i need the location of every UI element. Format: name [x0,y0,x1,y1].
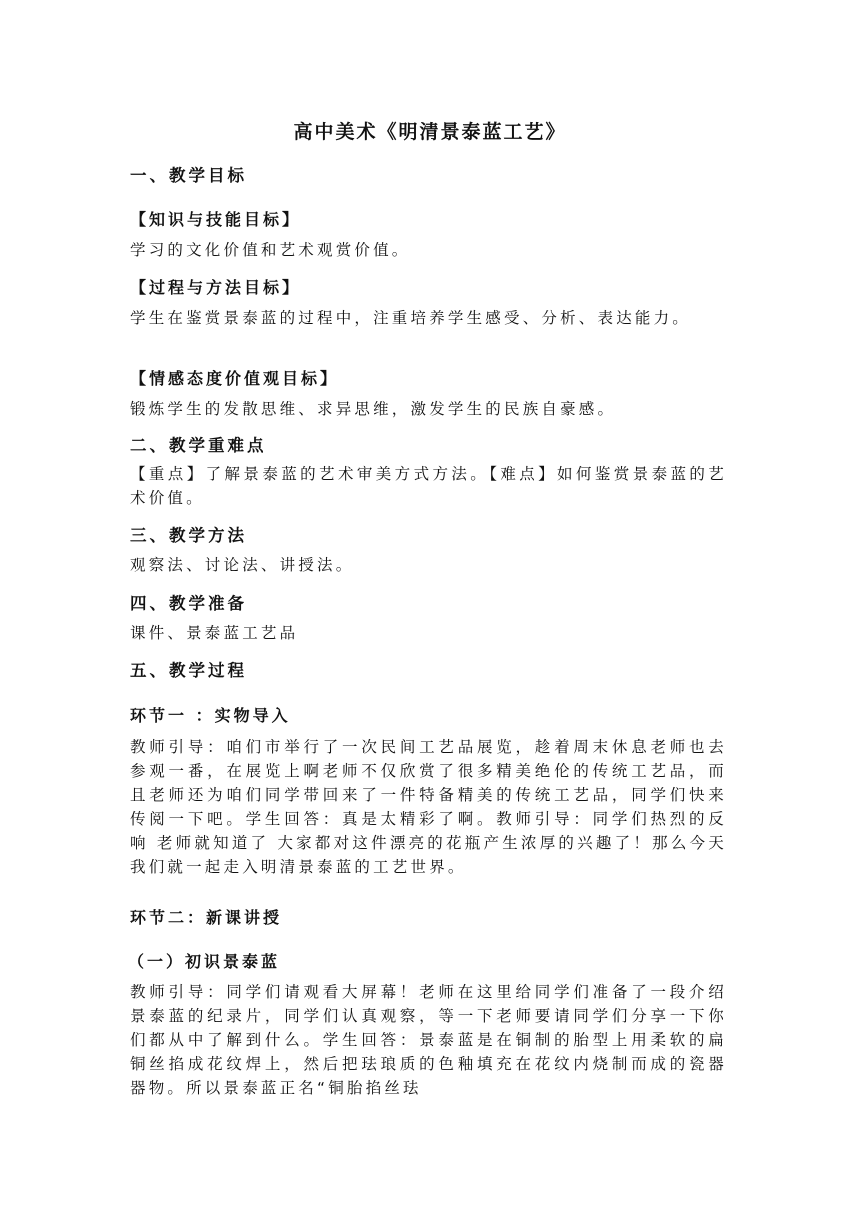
paragraph-difficulty: 【重点】了解景泰蓝的艺术审美方式方法。【难点】如何鉴赏景泰蓝的艺术价值。 [130,465,727,507]
subheading-part-one: （一）初识景泰蓝 [128,952,281,971]
paragraph-knowledge: 学习的文化价值和艺术观赏价值。 [130,241,411,259]
paragraph-method: 观察法、讨论法、讲授法。 [130,556,355,574]
paragraph-emotion: 锻炼学生的发散思维、求异思维，激发学生的民族自豪感。 [130,400,617,418]
subheading-emotion-values: 【情感态度价值观目标】 [130,369,340,388]
subheading-step-two: 环节二：新课讲授 [130,908,283,927]
subheading-process-method: 【过程与方法目标】 [130,278,302,297]
document-title: 高中美术《明清景泰蓝工艺》 [293,121,567,143]
section-teaching-process: 五、教学过程 [130,661,247,680]
subheading-step-one: 环节一 ：实物导入 [130,706,291,725]
paragraph-step-one: 教师引导：咱们市举行了一次民间工艺品展览，趁着周末休息老师也去参观一番，在展览上啊老师不仅欣赏了很多精美绝伦的传统工艺品，而且老师还为咱们同学带回来了一件特备精美的传统工艺品，同学们快来传阅一下吧。学生回答：真是太精彩了啊。教师引导：同学们热烈的反响 老师就知道了 大家都对这件漂亮的花瓶产生浓厚的兴趣了！那么今天我们就一起走入明清景泰蓝的工艺世界。 [130,738,727,876]
section-teaching-method: 三、教学方法 [130,526,247,545]
paragraph-process: 学生在鉴赏景泰蓝的过程中，注重培养学生感受、分析、表达能力。 [130,309,692,327]
paragraph-preparation: 课件、景泰蓝工艺品 [130,624,299,642]
section-key-difficult-points: 二、教学重难点 [130,436,267,455]
section-teaching-goals: 一、教学目标 [130,166,247,185]
subheading-knowledge-skills: 【知识与技能目标】 [130,210,302,229]
section-teaching-preparation: 四、教学准备 [130,594,247,613]
paragraph-part-one: 教师引导：同学们请观看大屏幕！老师在这里给同学们准备了一段介绍景泰蓝的纪录片，同学们认真观察，等一下老师要请同学们分享一下你们都从中了解到什么。学生回答：景泰蓝是在铜制的胎型上用柔软的扁铜丝掐成花纹焊上，然后把珐琅质的色釉填充在花纹内烧制而成的瓷器器物。所以景泰蓝正名“铜胎掐丝珐 [130,983,727,1097]
